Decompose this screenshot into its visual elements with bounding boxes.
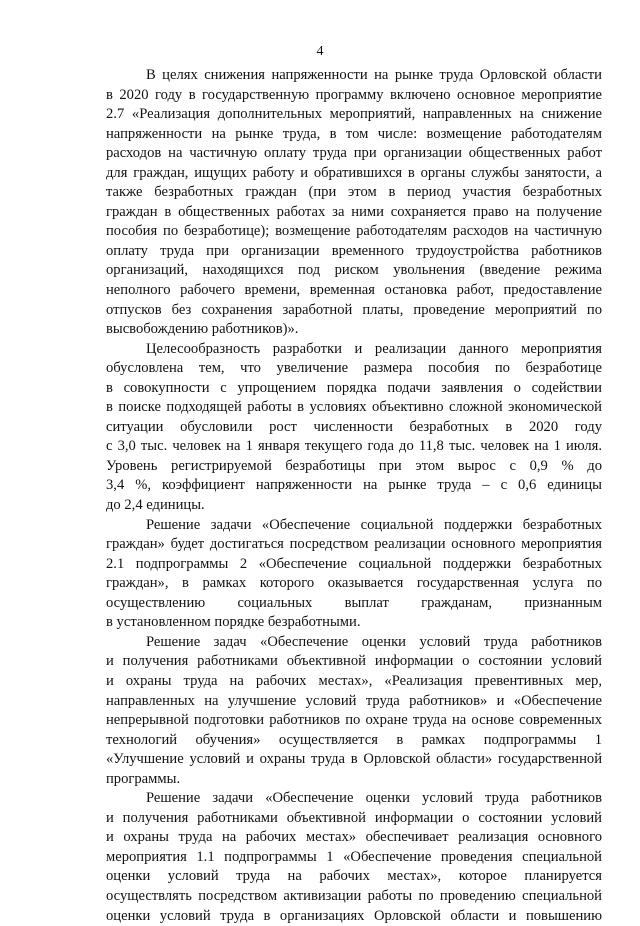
text-line: в совокупности с упрощением порядка подачи заявления о содействии	[106, 379, 602, 396]
text-line: осуществлению социальных выплат гражданам, признанным	[106, 594, 602, 611]
text-line: программы.	[106, 770, 181, 787]
paragraph-expediency	[106, 340, 602, 516]
text-line: в 2020 году в государственную программу включено основное мероприятие	[106, 86, 602, 103]
text-line: напряженности на рынке труда, в том числе: возмещение работодателям	[106, 125, 602, 142]
text-line: в установленном порядке безработными.	[106, 614, 361, 631]
text-line: для граждан, ищущих работу и обратившихся в органы службы занятости, а	[106, 164, 602, 181]
text-line: с 3,0 тыс. человек на 1 января текущего года до 11,8 тыс. человек на 1 июля.	[106, 438, 602, 455]
text-line: Целесообразность разработки и реализации данного мероприятия	[146, 340, 602, 357]
text-line: высвобождению работников)».	[106, 321, 299, 338]
text-line: неполного рабочего времени, временная остановка работ, предоставление	[106, 282, 602, 299]
text-line: граждан», в рамках которого оказывается государственная услуга по	[106, 575, 602, 592]
text-line: оценки условий труда на рабочих местах», которое планируется	[106, 868, 602, 885]
text-line: «Улучшение условий и охраны труда в Орловской области» государственной	[106, 751, 602, 768]
text-line: расходов на частичную оплату труда при организации общественных работ	[106, 145, 602, 162]
paragraph-public-works	[106, 66, 602, 340]
text-line: обусловлена тем, что увеличение размера пособия по безработице	[106, 360, 602, 377]
page-number: 4	[316, 44, 324, 59]
text-line: и охраны труда на рабочих местах», «Реализация превентивных мер,	[106, 672, 602, 689]
text-line: Решение задачи «Обеспечение социальной поддержки безработных	[146, 516, 602, 533]
text-line: оценки условий труда в организациях Орловской области и повышению	[106, 907, 602, 924]
paragraph-labor-safety-tasks	[106, 633, 602, 789]
text-line: осуществлять посредством активизации работы по проведению специальной	[106, 887, 602, 904]
text-line: и получения работниками объективной информации о состоянии условий	[106, 653, 602, 670]
text-line: В целях снижения напряженности на рынке труда Орловской области	[146, 67, 602, 83]
text-line: технологий обучения» осуществляется в рамках подпрограммы 1	[106, 731, 602, 748]
text-line: направленных на улучшение условий труда работников» и «Обеспечение	[106, 692, 602, 709]
text-line: также безработных граждан (при этом в период участия безработных	[106, 184, 602, 201]
text-line: мероприятия 1.1 подпрограммы 1 «Обеспечение проведения специальной	[106, 848, 602, 865]
text-line: Уровень регистрируемой безработицы при этом вырос с 0,9 % до	[106, 457, 602, 474]
document-body	[106, 66, 602, 926]
text-line: и охраны труда на рабочих местах» обеспечивает реализация основного	[106, 829, 602, 846]
text-line: Решение задачи «Обеспечение оценки условий труда работников	[146, 790, 602, 807]
text-line: ситуации обусловили рост численности безработных в 2020 году	[106, 418, 602, 435]
text-line: пособия по безработице); возмещение работодателям расходов на частичную	[106, 223, 602, 240]
text-line: 2.7 «Реализация дополнительных мероприятий, направленных на снижение	[106, 106, 602, 123]
text-line: 2.1 подпрограммы 2 «Обеспечение социальной поддержки безработных	[106, 555, 602, 572]
text-line: Решение задач «Обеспечение оценки условий труда работников	[146, 633, 602, 650]
text-line: оплату труда при организации временного трудоустройства работников	[106, 242, 602, 259]
text-line: граждан в общественных работах за ними сохраняется право на получение	[106, 203, 602, 220]
text-line: отпусков без сохранения заработной платы, проведение мероприятий по	[106, 301, 602, 318]
text-line: 3,4 %, коэффициент напряженности на рынке труда – с 0,6 единицы	[106, 477, 602, 494]
paragraph-social-support	[106, 516, 602, 633]
paragraph-working-conditions-assessment	[106, 789, 602, 926]
text-line: и получения работниками объективной информации о состоянии условий	[106, 809, 602, 826]
text-line: до 2,4 единицы.	[106, 497, 205, 514]
text-line: организаций, находящихся под риском увольнения (введение режима	[106, 262, 602, 279]
text-line: непрерывной подготовки работников по охране труда на основе современных	[106, 712, 602, 729]
text-line: граждан» будет достигаться посредством реализации основного мероприятия	[106, 536, 602, 553]
text-line: в поиске подходящей работы в условиях объективно сложной экономической	[106, 399, 602, 416]
